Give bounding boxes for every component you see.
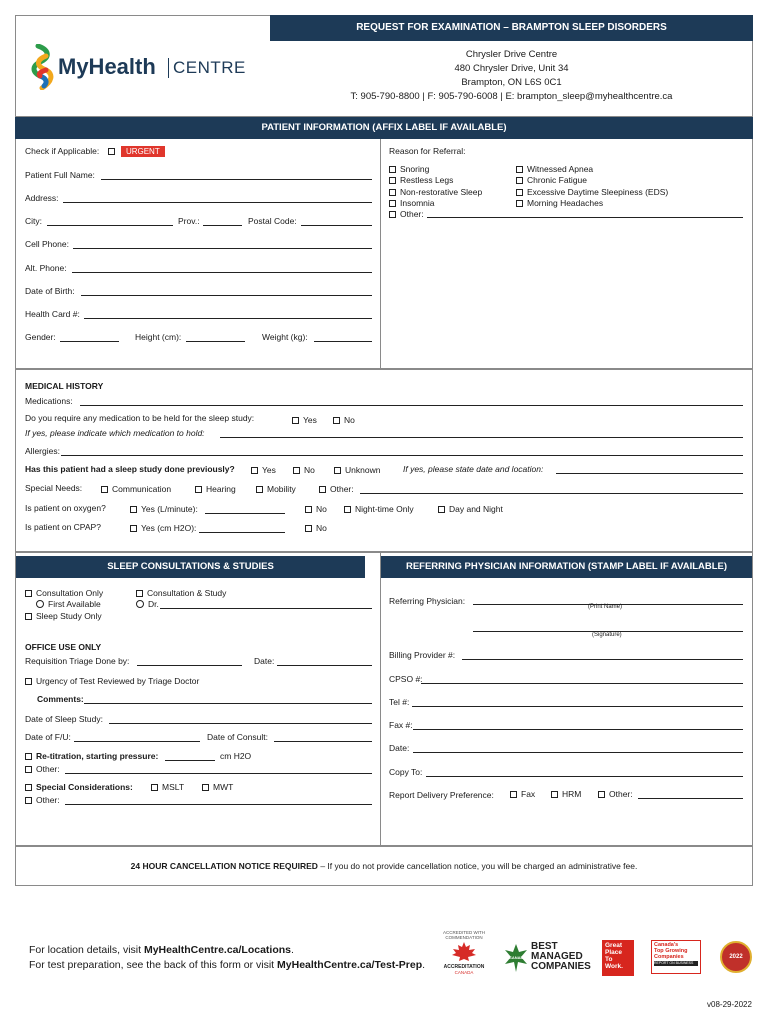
referral-chronic-fatigue-label: Chronic Fatigue <box>527 175 588 186</box>
radio[interactable] <box>136 600 144 608</box>
accreditation-name: ACCREDITATION <box>443 964 485 970</box>
patient-title: PATIENT INFORMATION (AFFIX LABEL IF AVAILABLE) <box>261 122 507 133</box>
medical-title: MEDICAL HISTORY <box>25 381 104 391</box>
checkbox[interactable] <box>389 189 396 196</box>
weight-label: Weight (kg): <box>262 332 308 342</box>
cpap-cmh2o-field[interactable] <box>199 532 285 533</box>
dob-label: Date of Birth: <box>25 286 75 296</box>
oxygen-day-night[interactable] <box>438 504 503 514</box>
consult-options-left <box>25 588 103 622</box>
form-title: REQUEST FOR EXAMINATION – BRAMPTON SLEEP DISORDERS <box>356 22 667 33</box>
needs-other-label: Other: <box>330 484 354 494</box>
checkbox[interactable] <box>251 467 258 474</box>
physician-title: REFERRING PHYSICIAN INFORMATION (STAMP LABEL IF AVAILABLE) <box>405 561 728 572</box>
mwt-label: MWT <box>213 782 234 792</box>
bmc-text <box>531 942 591 972</box>
needs-hearing[interactable] <box>195 484 236 494</box>
cpap-question: Is patient on CPAP? <box>25 522 101 532</box>
needs-hearing-label: Hearing <box>206 484 236 494</box>
weight-field[interactable] <box>314 341 372 342</box>
triage-by-label: Requisition Triage Done by: <box>25 656 130 666</box>
referral-snoring[interactable] <box>389 164 482 175</box>
location-text: For location details, visit <box>29 944 144 956</box>
retitration-other-label: Other: <box>36 764 60 774</box>
oxygen-yes[interactable] <box>130 504 198 514</box>
special-considerations-label: Special Considerations: <box>36 782 133 792</box>
cell-label: Cell Phone: <box>25 239 69 249</box>
checkbox[interactable] <box>25 613 32 620</box>
seal-year: 2022 <box>729 954 743 960</box>
logo-word: MyHealth <box>58 54 156 79</box>
copy-to-label: Copy To: <box>389 767 423 777</box>
test-prep-link[interactable]: MyHealthCentre.ca/Test-Prep <box>277 959 423 971</box>
triage-by-field[interactable] <box>137 665 242 666</box>
checkbox[interactable] <box>202 784 209 791</box>
checkbox[interactable] <box>305 525 312 532</box>
referral-eds[interactable] <box>516 187 668 198</box>
delivery-hrm[interactable] <box>551 789 581 799</box>
retitration-unit: cm H2O <box>220 751 252 761</box>
oxygen-night-label: Night-time Only <box>355 504 414 514</box>
triage-date-label: Date: <box>254 656 275 666</box>
date-consult-field[interactable] <box>274 741 372 742</box>
referral-witnessed-apnea[interactable] <box>516 164 668 175</box>
date-sleep-field[interactable] <box>109 723 372 724</box>
urgency-label: Urgency of Test Reviewed by Triage Doctor <box>36 676 200 686</box>
city-label: City: <box>25 216 42 226</box>
best-managed-logo <box>503 942 589 976</box>
print-name-caption: (Print Name) <box>588 604 623 610</box>
checkbox[interactable] <box>130 525 137 532</box>
checkbox[interactable] <box>195 486 202 493</box>
dob-field[interactable] <box>81 295 372 296</box>
maple-leaf-icon <box>450 941 478 963</box>
phys-date-label: Date: <box>389 743 410 753</box>
height-label: Height (cm): <box>135 332 182 342</box>
consult-box <box>15 552 753 846</box>
special-other-label: Other: <box>36 795 60 805</box>
oxygen-lmin-field[interactable] <box>205 513 285 514</box>
address-label: Address: <box>25 193 59 203</box>
accreditation-logo <box>436 930 492 986</box>
prov-field[interactable] <box>203 225 242 226</box>
gptw-line3: To <box>605 956 613 963</box>
allergies-label: Allergies: <box>25 446 60 456</box>
cpap-yes-label: Yes (cm H2O): <box>141 523 197 533</box>
comments-field[interactable] <box>84 703 372 704</box>
delivery-fax-label: Fax <box>521 789 536 799</box>
prev-study-question: Has this patient had a sleep study done previously? <box>25 464 235 474</box>
prev-yes[interactable] <box>251 465 276 475</box>
delivery-hrm-label: HRM <box>562 789 582 799</box>
which-med-label: If yes, please indicate which medication to hold: <box>25 428 205 438</box>
fax-label: Fax #: <box>389 720 413 730</box>
medical-box <box>15 369 753 552</box>
gender-field[interactable] <box>60 341 119 342</box>
tel-field[interactable] <box>412 706 743 707</box>
referral-col2 <box>516 164 668 209</box>
referral-title: Reason for Referral: <box>389 146 466 156</box>
centre-address2: Brampton, ON L6S 0C1 <box>461 77 562 88</box>
bmc-side: CANADA'S <box>509 955 530 960</box>
notice-rest: – If you do not provide cancellation notice, you will be charged an administrative fee. <box>317 861 638 871</box>
prep-period: . <box>422 959 426 971</box>
date-fu-field[interactable] <box>74 741 200 742</box>
checkbox[interactable] <box>130 506 137 513</box>
needs-mobility[interactable] <box>256 484 296 494</box>
prev-no[interactable] <box>293 465 315 475</box>
prov-label: Prov.: <box>178 216 200 226</box>
referral-restless-legs-label: Restless Legs <box>400 175 454 186</box>
urgency-reviewed[interactable] <box>25 676 199 686</box>
checkbox[interactable] <box>516 189 523 196</box>
centre-name: Chrysler Drive Centre <box>465 49 558 60</box>
checkbox[interactable] <box>319 486 326 493</box>
consult-study[interactable] <box>136 588 226 599</box>
delivery-other[interactable] <box>598 789 633 799</box>
check-applicable <box>25 146 165 156</box>
form-title-bar <box>270 15 753 41</box>
oxygen-no-label: No <box>316 504 327 514</box>
cpso-field[interactable] <box>421 683 743 684</box>
centre-address1: 480 Chrysler Drive, Unit 34 <box>454 63 569 74</box>
postal-field[interactable] <box>301 225 372 226</box>
consult-title: SLEEP CONSULTATIONS & STUDIES <box>107 561 274 572</box>
oxygen-day-night-label: Day and Night <box>449 504 503 514</box>
dr-field[interactable] <box>160 608 372 609</box>
comments-label: Comments: <box>37 694 84 704</box>
checkbox[interactable] <box>551 791 558 798</box>
referral-witnessed-apnea-label: Witnessed Apnea <box>527 164 594 174</box>
checkbox[interactable] <box>389 211 396 218</box>
special-considerations[interactable] <box>25 782 133 792</box>
checkbox[interactable] <box>101 486 108 493</box>
state-date-field[interactable] <box>556 473 743 474</box>
address-field[interactable] <box>63 202 372 203</box>
height-field[interactable] <box>186 341 245 342</box>
oxygen-no[interactable] <box>305 504 327 514</box>
alt-label: Alt. Phone: <box>25 263 67 273</box>
checkbox[interactable] <box>598 791 605 798</box>
medications-label: Medications: <box>25 396 73 406</box>
cancellation-notice <box>15 861 753 871</box>
checkbox[interactable] <box>25 678 32 685</box>
award-seal <box>720 941 752 973</box>
signature-caption: (Signature) <box>592 632 622 638</box>
dr-label: Dr. <box>148 599 159 610</box>
needs-communication-label: Communication <box>112 484 172 494</box>
referral-restless-legs[interactable] <box>389 175 482 186</box>
held-no-label: No <box>344 415 355 425</box>
tel-label: Tel #: <box>389 697 410 707</box>
mslt-option[interactable] <box>151 782 184 792</box>
accreditation-top: ACCREDITED WITH COMMENDATION <box>443 930 485 940</box>
consult-only-label: Consultation Only <box>36 588 104 598</box>
consult-divider <box>380 552 381 846</box>
bmc-line1: BEST <box>531 941 558 952</box>
centre-info <box>270 48 753 104</box>
locations-link[interactable]: MyHealthCentre.ca/Locations <box>143 944 292 956</box>
referral-snoring-label: Snoring <box>400 164 430 174</box>
referral-eds-label: Excessive Daytime Sleepiness (EDS) <box>527 186 669 197</box>
prev-unknown[interactable] <box>334 465 380 475</box>
gender-label: Gender: <box>25 332 56 342</box>
delivery-fax[interactable] <box>510 789 535 799</box>
retitration-label: Re-titration, starting pressure: <box>36 751 159 761</box>
checkbox[interactable] <box>25 590 32 597</box>
cpap-no-label: No <box>316 523 327 533</box>
cpap-no[interactable] <box>305 523 327 533</box>
tgc-line3: Companies <box>654 954 684 960</box>
prep-text: For test preparation, see the back of this form or visit <box>29 959 278 971</box>
postal-label: Postal Code: <box>248 216 297 226</box>
needs-communication[interactable] <box>101 484 171 494</box>
gptw-line1: Great <box>605 942 622 949</box>
tgc-line1: Canada's <box>654 942 679 948</box>
checkbox[interactable] <box>389 177 396 184</box>
checkbox[interactable] <box>25 784 32 791</box>
urgent-badge: URGENT <box>121 146 165 157</box>
accreditation-sub: CANADA <box>454 970 474 975</box>
date-fu-label: Date of F/U: <box>25 732 71 742</box>
fax-field[interactable] <box>413 729 743 730</box>
referral-other-field[interactable] <box>427 217 743 218</box>
location-line <box>29 944 294 956</box>
referral-nonrestorative-label: Non-restorative Sleep <box>400 186 483 197</box>
physician-header <box>381 556 752 578</box>
mslt-label: MSLT <box>162 782 185 792</box>
version-label: v08-29-2022 <box>707 1000 752 1009</box>
logo <box>28 44 248 92</box>
checkbox[interactable] <box>334 467 341 474</box>
consult-header <box>16 556 365 578</box>
which-med-field[interactable] <box>220 437 743 438</box>
checkbox[interactable] <box>344 506 351 513</box>
tgc-line4: REPORT ON BUSINESS <box>654 961 698 966</box>
checkbox[interactable] <box>333 417 340 424</box>
special-other[interactable] <box>25 795 60 805</box>
prep-line <box>29 959 425 971</box>
mwt-option[interactable] <box>202 782 233 792</box>
checkbox[interactable] <box>25 797 32 804</box>
cpso-label: CPSO #: <box>389 674 423 684</box>
checkbox[interactable] <box>438 506 445 513</box>
checkbox[interactable] <box>292 417 299 424</box>
referral-other-label: Other: <box>400 209 424 220</box>
logo-divider <box>168 58 169 78</box>
prev-no-label: No <box>304 465 315 475</box>
delivery-label: Report Delivery Preference: <box>389 790 494 800</box>
referral-col1 <box>389 164 482 220</box>
held-yes-label: Yes <box>303 415 317 425</box>
city-field[interactable] <box>47 225 173 226</box>
allergies-field[interactable] <box>61 455 743 456</box>
held-question: Do you require any medication to be held for the sleep study: <box>25 413 255 423</box>
copy-to-field[interactable] <box>426 776 743 777</box>
held-no[interactable] <box>333 415 355 425</box>
referral-insomnia[interactable] <box>389 198 482 209</box>
notice-bold: 24 HOUR CANCELLATION NOTICE REQUIRED <box>130 861 318 871</box>
checkbox[interactable] <box>516 200 523 207</box>
full-name-field[interactable] <box>101 179 372 180</box>
sleep-study-only[interactable] <box>25 611 103 622</box>
sleep-study-only-label: Sleep Study Only <box>36 610 102 621</box>
check-applicable-label: Check if Applicable: <box>25 146 100 156</box>
retitration-other-field[interactable] <box>65 773 372 774</box>
referral-other[interactable] <box>389 209 482 220</box>
bmc-line3: COMPANIES <box>531 961 591 972</box>
first-available-label: First Available <box>48 599 101 610</box>
date-consult-label: Date of Consult: <box>207 732 268 742</box>
referral-nonrestorative[interactable] <box>389 187 482 198</box>
tgc-line2: Top Growing <box>654 948 688 954</box>
urgent-checkbox[interactable] <box>108 148 115 155</box>
logo-mark-icon <box>30 44 56 90</box>
checkbox[interactable] <box>516 166 523 173</box>
checkbox[interactable] <box>293 467 300 474</box>
referral-chronic-fatigue[interactable] <box>516 175 668 186</box>
alt-field[interactable] <box>72 272 372 273</box>
health-card-field[interactable] <box>84 318 372 319</box>
referral-morning-headaches[interactable] <box>516 198 668 209</box>
retitration-field[interactable] <box>165 760 215 761</box>
oxygen-yes-label: Yes (L/minute): <box>141 504 198 514</box>
prev-unknown-label: Unknown <box>345 465 381 475</box>
gptw-line2: Place <box>605 949 622 956</box>
logo-suffix: CENTRE <box>173 58 246 77</box>
prev-yes-label: Yes <box>262 465 276 475</box>
office-use-title: OFFICE USE ONLY <box>25 642 102 652</box>
triage-date-field[interactable] <box>277 665 372 666</box>
oxygen-question: Is patient on oxygen? <box>25 503 106 513</box>
medications-field[interactable] <box>80 405 743 406</box>
checkbox[interactable] <box>516 177 523 184</box>
consult-only[interactable] <box>25 588 103 599</box>
delivery-other-field[interactable] <box>638 798 743 799</box>
consult-study-label: Consultation & Study <box>147 588 227 598</box>
checkbox[interactable] <box>256 486 263 493</box>
health-card-label: Health Card #: <box>25 309 80 319</box>
checkbox[interactable] <box>389 200 396 207</box>
needs-mobility-label: Mobility <box>267 484 296 494</box>
checkbox[interactable] <box>389 166 396 173</box>
great-place-logo <box>602 940 634 976</box>
billing-label: Billing Provider #: <box>389 650 456 660</box>
checkbox[interactable] <box>25 766 32 773</box>
retitration[interactable] <box>25 751 158 761</box>
needs-other-field[interactable] <box>360 493 743 494</box>
location-period: . <box>291 944 294 956</box>
held-yes[interactable] <box>292 415 317 425</box>
full-name-label: Patient Full Name: <box>25 170 95 180</box>
delivery-other-label: Other: <box>609 789 633 799</box>
bmc-line2: MANAGED <box>531 951 583 962</box>
retitration-other[interactable] <box>25 764 60 774</box>
special-other-field[interactable] <box>65 804 372 805</box>
needs-other[interactable] <box>319 484 354 494</box>
state-date-label: If yes, please state date and location: <box>403 464 544 474</box>
top-growing-logo <box>651 940 701 974</box>
referral-morning-headaches-label: Morning Headaches <box>527 197 604 208</box>
checkbox[interactable] <box>136 590 143 597</box>
centre-contact: T: 905-790-8800 | F: 905-790-6008 | E: brampton_sleep@myhealthcentre.ca <box>350 91 673 102</box>
checkbox[interactable] <box>25 753 32 760</box>
oxygen-night[interactable] <box>344 504 414 514</box>
referring-label: Referring Physician: <box>389 596 466 606</box>
cpap-yes[interactable] <box>130 523 196 533</box>
date-sleep-label: Date of Sleep Study: <box>25 714 103 724</box>
phys-date-field[interactable] <box>413 752 743 753</box>
patient-header <box>15 117 753 139</box>
billing-field[interactable] <box>462 659 743 660</box>
checkbox[interactable] <box>305 506 312 513</box>
checkbox[interactable] <box>510 791 517 798</box>
checkbox[interactable] <box>151 784 158 791</box>
gptw-line4: Work. <box>605 963 623 970</box>
referral-insomnia-label: Insomnia <box>400 197 435 208</box>
patient-divider <box>380 139 381 369</box>
first-available[interactable] <box>25 599 103 610</box>
cell-field[interactable] <box>73 248 372 249</box>
radio[interactable] <box>36 600 44 608</box>
special-needs-label: Special Needs: <box>25 483 83 493</box>
